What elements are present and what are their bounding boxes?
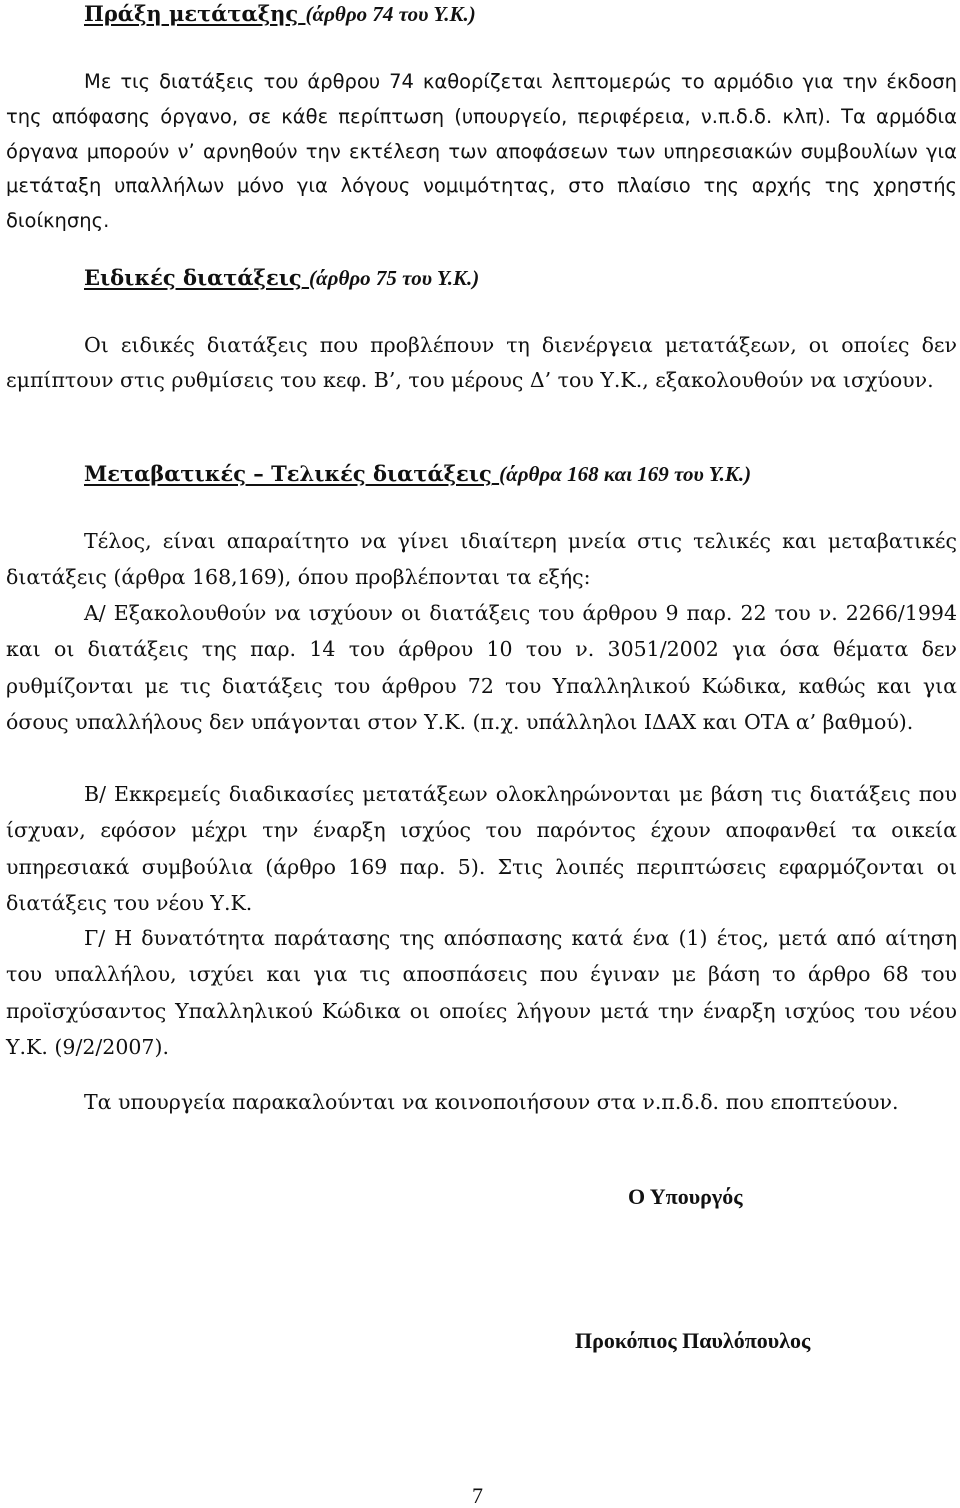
page-number: 7 [472,1483,483,1508]
paragraph-item-b: Β/ Εκκρεμείς διαδικασίες μετατάξεων ολοκληρώνονται με βάση τις διατάξεις που ίσχυαν, εφόσον μέχρι την έναρξη ισχύος του παρόντος έχουν αποφανθεί τα οικεία υπηρεσιακά συμβούλια (άρθρο 169 παρ. 5). Στις λοιπές περιπτώσεις εφαρμόζονται οι διατάξεις του νέου Υ.Κ. [6,782,957,915]
heading-reference: (άρθρο 74 του Υ.Κ.) [305,2,476,26]
heading-title: Πράξη μετάταξης [84,1,299,26]
heading-title: Μεταβατικές – Τελικές διατάξεις [84,461,492,486]
heading-title: Ειδικές διατάξεις [84,265,302,290]
paragraph-special-provisions: Οι ειδικές διατάξεις που προβλέπουν τη διενέργεια μετατάξεων, οι οποίες δεν εμπίπτουν στις ρυθμίσεις του κεφ. Β’, του μέρους Δ’ του Υ.Κ., εξακολουθούν να ισχύουν. [6,333,957,392]
paragraph-item-c: Γ/ Η δυνατότητα παράτασης της απόσπασης κατά ένα (1) έτος, μετά από αίτηση του υπαλλήλου, ισχύει και για τις αποσπάσεις που έγιναν με βάση το άρθρο 68 του προϊσχύσαντος Υπαλληλικού Κώδικα οι οποίες λήγουν μετά την έναρξη ισχύος του νέου Υ.Κ. (9/2/2007). [6,926,957,1059]
paragraph-closing: Τα υπουργεία παρακαλούνται να κοινοποιήσουν στα ν.π.δ.δ. που εποπτεύουν. [84,1090,899,1114]
paragraph-transfer-act: Με τις διατάξεις του άρθρου 74 καθορίζεται λεπτομερώς το αρμόδιο για την έκδοση της απόφασης όργανο, σε κάθε περίπτωση (υπουργείο, περιφέρεια, ν.π.δ.δ. κλπ). Τα αρμόδια όργανα μπορούν ν’ αρνηθούν την εκτέλεση των αποφάσεων των υπηρεσιακών συμβουλίων για μετάταξη υπαλλήλων μόνο για λόγους νομιμότητας, στο πλαίσιο της αρχής της χρηστής διοίκησης. [6,70,957,233]
signature-title: Ο Υπουργός [628,1184,743,1209]
heading-reference: (άρθρα 168 και 169 του Υ.Κ.) [499,462,752,486]
paragraph-item-a: Α/ Εξακολουθούν να ισχύουν οι διατάξεις του άρθρου 9 παρ. 22 του ν. 2266/1994 και οι διατάξεις της παρ. 14 του άρθρου 10 του ν. 3051/2002 για όσα θέματα δεν ρυθμίζονται με τις διατάξεις του άρθρου 72 του Υπαλληλικού Κώδικα, καθώς και για όσους υπαλλήλους δεν υπάγονται στον Υ.Κ. (π.χ. υπάλληλοι ΙΔΑΧ και ΟΤΑ α’ βαθμού). [6,601,957,734]
signature-name: Προκόπιος Παυλόπουλος [575,1328,811,1353]
paragraph-transitional-intro: Τέλος, είναι απαραίτητο να γίνει ιδιαίτερη μνεία στις τελικές και μεταβατικές διατάξεις (άρθρα 168,169), όπου προβλέπονται τα εξής: [6,529,957,590]
heading-transfer-act [84,0,476,28]
heading-special-provisions [84,264,479,292]
heading-reference: (άρθρο 75 του Υ.Κ.) [309,266,480,290]
heading-transitional-final [84,460,751,488]
